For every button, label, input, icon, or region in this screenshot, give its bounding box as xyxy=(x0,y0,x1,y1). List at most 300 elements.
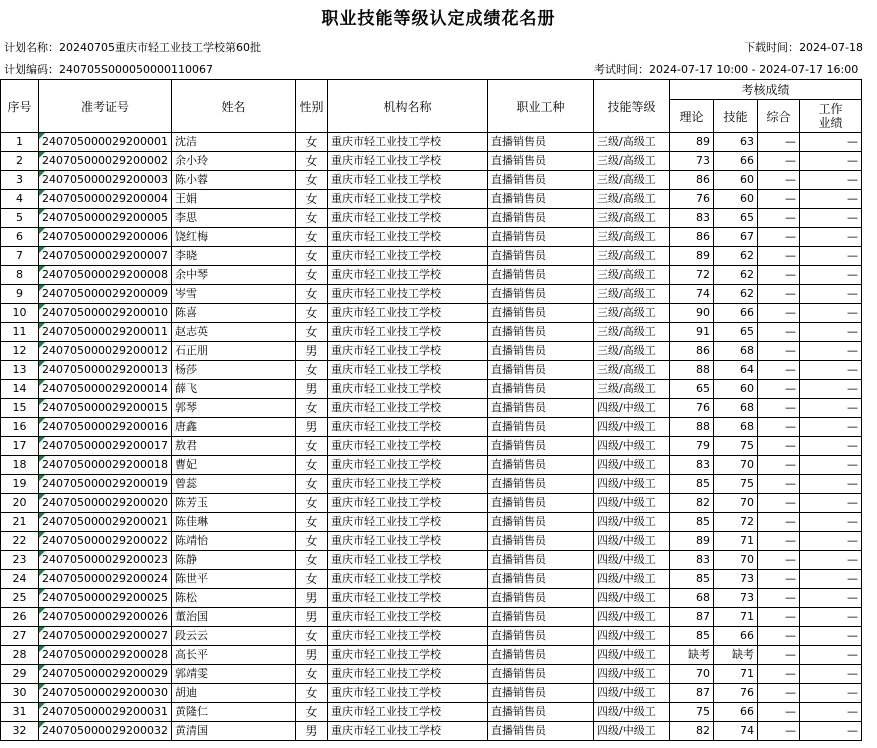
cell-name: 董治国 xyxy=(172,608,296,627)
cell-org: 重庆市轻工业技工学校 xyxy=(328,323,488,342)
header-name: 姓名 xyxy=(172,80,296,133)
cell-trade: 直播销售员 xyxy=(488,228,594,247)
cell-overall: — xyxy=(758,266,800,285)
header-org: 机构名称 xyxy=(328,80,488,133)
cell-theory: 82 xyxy=(670,722,714,741)
cell-sex: 女 xyxy=(296,171,328,190)
cell-overall: — xyxy=(758,228,800,247)
cell-level: 四级/中级工 xyxy=(594,570,670,589)
cell-work: — xyxy=(800,722,862,741)
download-time-label: 下载时间： xyxy=(744,41,800,54)
cell-overall: — xyxy=(758,361,800,380)
cell-theory: 75 xyxy=(670,703,714,722)
cell-skill: 74 xyxy=(714,722,758,741)
cell-theory: 83 xyxy=(670,456,714,475)
cell-trade: 直播销售员 xyxy=(488,266,594,285)
cell-skill: 73 xyxy=(714,589,758,608)
cell-ticket: 240705000029200001 xyxy=(39,133,172,152)
cell-sex: 女 xyxy=(296,475,328,494)
cell-seq: 22 xyxy=(1,532,39,551)
cell-theory: 72 xyxy=(670,266,714,285)
cell-theory: 89 xyxy=(670,532,714,551)
cell-trade: 直播销售员 xyxy=(488,532,594,551)
cell-org: 重庆市轻工业技工学校 xyxy=(328,133,488,152)
cell-sex: 女 xyxy=(296,133,328,152)
plan-code-label: 计划编码： xyxy=(4,63,59,76)
table-row xyxy=(1,152,862,171)
table-row xyxy=(1,190,862,209)
cell-skill: 60 xyxy=(714,380,758,399)
cell-seq: 10 xyxy=(1,304,39,323)
cell-theory: 85 xyxy=(670,570,714,589)
cell-name: 杨莎 xyxy=(172,361,296,380)
cell-seq: 20 xyxy=(1,494,39,513)
cell-seq: 29 xyxy=(1,665,39,684)
cell-skill: 65 xyxy=(714,323,758,342)
cell-trade: 直播销售员 xyxy=(488,342,594,361)
cell-seq: 32 xyxy=(1,722,39,741)
cell-overall: — xyxy=(758,209,800,228)
score-table xyxy=(0,79,862,741)
cell-name: 陈世平 xyxy=(172,570,296,589)
cell-name: 胡迪 xyxy=(172,684,296,703)
cell-ticket: 240705000029200008 xyxy=(39,266,172,285)
cell-trade: 直播销售员 xyxy=(488,380,594,399)
cell-level: 三级/高级工 xyxy=(594,133,670,152)
cell-skill: 68 xyxy=(714,399,758,418)
cell-seq: 11 xyxy=(1,323,39,342)
cell-ticket: 240705000029200026 xyxy=(39,608,172,627)
cell-theory: 73 xyxy=(670,152,714,171)
cell-theory: 76 xyxy=(670,399,714,418)
cell-skill: 70 xyxy=(714,551,758,570)
cell-level: 三级/高级工 xyxy=(594,285,670,304)
cell-level: 四级/中级工 xyxy=(594,684,670,703)
cell-ticket: 240705000029200017 xyxy=(39,437,172,456)
cell-name: 陈芳玉 xyxy=(172,494,296,513)
cell-sex: 女 xyxy=(296,152,328,171)
cell-theory: 86 xyxy=(670,171,714,190)
cell-ticket: 240705000029200025 xyxy=(39,589,172,608)
meta-row-plan-name xyxy=(0,37,877,58)
cell-trade: 直播销售员 xyxy=(488,418,594,437)
cell-level: 四级/中级工 xyxy=(594,665,670,684)
cell-work: — xyxy=(800,627,862,646)
cell-level: 三级/高级工 xyxy=(594,342,670,361)
cell-theory: 65 xyxy=(670,380,714,399)
cell-skill: 66 xyxy=(714,304,758,323)
cell-overall: — xyxy=(758,532,800,551)
cell-skill: 66 xyxy=(714,152,758,171)
cell-sex: 女 xyxy=(296,684,328,703)
cell-theory: 85 xyxy=(670,513,714,532)
cell-trade: 直播销售员 xyxy=(488,190,594,209)
cell-overall: — xyxy=(758,627,800,646)
cell-ticket: 240705000029200010 xyxy=(39,304,172,323)
cell-trade: 直播销售员 xyxy=(488,152,594,171)
cell-sex: 女 xyxy=(296,304,328,323)
cell-theory: 89 xyxy=(670,133,714,152)
cell-seq: 21 xyxy=(1,513,39,532)
cell-trade: 直播销售员 xyxy=(488,627,594,646)
cell-org: 重庆市轻工业技工学校 xyxy=(328,570,488,589)
cell-theory: 79 xyxy=(670,437,714,456)
cell-level: 三级/高级工 xyxy=(594,266,670,285)
exam-time-value: 2024-07-17 10:00 - 2024-07-17 16:00 xyxy=(649,63,859,76)
cell-org: 重庆市轻工业技工学校 xyxy=(328,171,488,190)
cell-level: 四级/中级工 xyxy=(594,437,670,456)
plan-name xyxy=(4,37,261,58)
table-row xyxy=(1,247,862,266)
cell-org: 重庆市轻工业技工学校 xyxy=(328,418,488,437)
cell-skill: 62 xyxy=(714,247,758,266)
cell-skill: 67 xyxy=(714,228,758,247)
cell-ticket: 240705000029200032 xyxy=(39,722,172,741)
cell-level: 三级/高级工 xyxy=(594,228,670,247)
table-row xyxy=(1,665,862,684)
cell-org: 重庆市轻工业技工学校 xyxy=(328,494,488,513)
table-row xyxy=(1,437,862,456)
cell-overall: — xyxy=(758,646,800,665)
cell-work: — xyxy=(800,437,862,456)
cell-trade: 直播销售员 xyxy=(488,285,594,304)
cell-name: 薛飞 xyxy=(172,380,296,399)
table-row xyxy=(1,722,862,741)
cell-ticket: 240705000029200029 xyxy=(39,665,172,684)
plan-name-value: 20240705重庆市轻工业技工学校第60批 xyxy=(59,41,261,54)
table-row xyxy=(1,342,862,361)
cell-name: 曾蕊 xyxy=(172,475,296,494)
cell-org: 重庆市轻工业技工学校 xyxy=(328,456,488,475)
cell-skill: 76 xyxy=(714,684,758,703)
cell-name: 高长平 xyxy=(172,646,296,665)
cell-overall: — xyxy=(758,399,800,418)
cell-org: 重庆市轻工业技工学校 xyxy=(328,380,488,399)
cell-trade: 直播销售员 xyxy=(488,323,594,342)
cell-ticket: 240705000029200002 xyxy=(39,152,172,171)
cell-work: — xyxy=(800,494,862,513)
cell-org: 重庆市轻工业技工学校 xyxy=(328,722,488,741)
cell-skill: 75 xyxy=(714,475,758,494)
cell-trade: 直播销售员 xyxy=(488,171,594,190)
cell-sex: 女 xyxy=(296,247,328,266)
table-row xyxy=(1,209,862,228)
cell-sex: 女 xyxy=(296,228,328,247)
cell-work: — xyxy=(800,703,862,722)
cell-sex: 女 xyxy=(296,266,328,285)
cell-theory: 83 xyxy=(670,551,714,570)
cell-trade: 直播销售员 xyxy=(488,684,594,703)
cell-work: — xyxy=(800,190,862,209)
cell-level: 三级/高级工 xyxy=(594,323,670,342)
header-work: 工作 业绩 xyxy=(800,100,862,133)
cell-level: 四级/中级工 xyxy=(594,494,670,513)
cell-ticket: 240705000029200007 xyxy=(39,247,172,266)
download-time-value: 2024-07-18 xyxy=(799,41,863,54)
cell-name: 石正朋 xyxy=(172,342,296,361)
cell-sex: 女 xyxy=(296,399,328,418)
cell-sex: 女 xyxy=(296,513,328,532)
cell-overall: — xyxy=(758,551,800,570)
cell-ticket: 240705000029200018 xyxy=(39,456,172,475)
cell-seq: 19 xyxy=(1,475,39,494)
cell-overall: — xyxy=(758,171,800,190)
cell-sex: 女 xyxy=(296,456,328,475)
cell-overall: — xyxy=(758,513,800,532)
cell-sex: 男 xyxy=(296,418,328,437)
cell-sex: 女 xyxy=(296,627,328,646)
cell-overall: — xyxy=(758,703,800,722)
cell-overall: — xyxy=(758,342,800,361)
cell-theory: 88 xyxy=(670,418,714,437)
header-scores: 考核成绩 xyxy=(670,80,862,100)
cell-name: 陈喜 xyxy=(172,304,296,323)
cell-overall: — xyxy=(758,589,800,608)
header-skill: 技能 xyxy=(714,100,758,133)
cell-skill: 60 xyxy=(714,171,758,190)
cell-seq: 18 xyxy=(1,456,39,475)
cell-seq: 17 xyxy=(1,437,39,456)
cell-skill: 68 xyxy=(714,342,758,361)
table-row xyxy=(1,627,862,646)
cell-level: 三级/高级工 xyxy=(594,209,670,228)
cell-seq: 31 xyxy=(1,703,39,722)
cell-ticket: 240705000029200031 xyxy=(39,703,172,722)
table-row xyxy=(1,304,862,323)
cell-name: 曹妃 xyxy=(172,456,296,475)
cell-work: — xyxy=(800,551,862,570)
table-row xyxy=(1,703,862,722)
cell-name: 黄隆仁 xyxy=(172,703,296,722)
cell-level: 四级/中级工 xyxy=(594,532,670,551)
cell-skill: 75 xyxy=(714,437,758,456)
table-row xyxy=(1,361,862,380)
cell-name: 李晓 xyxy=(172,247,296,266)
cell-work: — xyxy=(800,665,862,684)
cell-overall: — xyxy=(758,380,800,399)
exam-time-label: 考试时间： xyxy=(594,63,649,76)
download-time xyxy=(744,37,863,58)
cell-work: — xyxy=(800,209,862,228)
cell-skill: 65 xyxy=(714,209,758,228)
cell-level: 四级/中级工 xyxy=(594,551,670,570)
cell-skill: 缺考 xyxy=(714,646,758,665)
cell-org: 重庆市轻工业技工学校 xyxy=(328,247,488,266)
cell-sex: 男 xyxy=(296,589,328,608)
cell-sex: 女 xyxy=(296,703,328,722)
cell-org: 重庆市轻工业技工学校 xyxy=(328,304,488,323)
cell-name: 沈洁 xyxy=(172,133,296,152)
cell-sex: 女 xyxy=(296,665,328,684)
cell-level: 三级/高级工 xyxy=(594,380,670,399)
table-row xyxy=(1,456,862,475)
cell-seq: 24 xyxy=(1,570,39,589)
cell-ticket: 240705000029200024 xyxy=(39,570,172,589)
cell-overall: — xyxy=(758,437,800,456)
cell-sex: 男 xyxy=(296,646,328,665)
cell-org: 重庆市轻工业技工学校 xyxy=(328,152,488,171)
cell-seq: 16 xyxy=(1,418,39,437)
cell-org: 重庆市轻工业技工学校 xyxy=(328,646,488,665)
cell-skill: 68 xyxy=(714,418,758,437)
cell-work: — xyxy=(800,361,862,380)
header-trade: 职业工种 xyxy=(488,80,594,133)
cell-trade: 直播销售员 xyxy=(488,646,594,665)
cell-sex: 男 xyxy=(296,342,328,361)
cell-trade: 直播销售员 xyxy=(488,722,594,741)
cell-org: 重庆市轻工业技工学校 xyxy=(328,551,488,570)
cell-level: 四级/中级工 xyxy=(594,589,670,608)
cell-level: 四级/中级工 xyxy=(594,418,670,437)
table-row xyxy=(1,513,862,532)
table-row xyxy=(1,133,862,152)
cell-org: 重庆市轻工业技工学校 xyxy=(328,266,488,285)
cell-level: 四级/中级工 xyxy=(594,722,670,741)
cell-org: 重庆市轻工业技工学校 xyxy=(328,209,488,228)
cell-trade: 直播销售员 xyxy=(488,570,594,589)
cell-skill: 70 xyxy=(714,494,758,513)
cell-work: — xyxy=(800,418,862,437)
table-row xyxy=(1,532,862,551)
cell-work: — xyxy=(800,646,862,665)
cell-work: — xyxy=(800,475,862,494)
cell-seq: 23 xyxy=(1,551,39,570)
header-sex: 性别 xyxy=(296,80,328,133)
cell-trade: 直播销售员 xyxy=(488,133,594,152)
cell-theory: 87 xyxy=(670,684,714,703)
table-row xyxy=(1,475,862,494)
cell-trade: 直播销售员 xyxy=(488,494,594,513)
plan-code xyxy=(4,59,213,80)
cell-ticket: 240705000029200016 xyxy=(39,418,172,437)
cell-ticket: 240705000029200014 xyxy=(39,380,172,399)
cell-work: — xyxy=(800,456,862,475)
cell-name: 郭靖雯 xyxy=(172,665,296,684)
cell-seq: 5 xyxy=(1,209,39,228)
cell-sex: 女 xyxy=(296,285,328,304)
cell-skill: 70 xyxy=(714,456,758,475)
cell-level: 三级/高级工 xyxy=(594,247,670,266)
cell-theory: 83 xyxy=(670,209,714,228)
cell-ticket: 240705000029200003 xyxy=(39,171,172,190)
cell-theory: 68 xyxy=(670,589,714,608)
cell-seq: 15 xyxy=(1,399,39,418)
cell-skill: 72 xyxy=(714,513,758,532)
cell-seq: 8 xyxy=(1,266,39,285)
cell-theory: 74 xyxy=(670,285,714,304)
cell-seq: 28 xyxy=(1,646,39,665)
cell-name: 陈靖怡 xyxy=(172,532,296,551)
cell-sex: 女 xyxy=(296,570,328,589)
cell-org: 重庆市轻工业技工学校 xyxy=(328,399,488,418)
table-row xyxy=(1,570,862,589)
cell-name: 赵志英 xyxy=(172,323,296,342)
cell-skill: 71 xyxy=(714,608,758,627)
cell-org: 重庆市轻工业技工学校 xyxy=(328,285,488,304)
cell-ticket: 240705000029200028 xyxy=(39,646,172,665)
cell-org: 重庆市轻工业技工学校 xyxy=(328,684,488,703)
cell-ticket: 240705000029200004 xyxy=(39,190,172,209)
cell-trade: 直播销售员 xyxy=(488,589,594,608)
cell-trade: 直播销售员 xyxy=(488,437,594,456)
cell-overall: — xyxy=(758,285,800,304)
cell-sex: 女 xyxy=(296,437,328,456)
cell-theory: 86 xyxy=(670,228,714,247)
cell-work: — xyxy=(800,266,862,285)
table-row xyxy=(1,608,862,627)
cell-level: 三级/高级工 xyxy=(594,152,670,171)
cell-ticket: 240705000029200006 xyxy=(39,228,172,247)
cell-overall: — xyxy=(758,684,800,703)
cell-overall: — xyxy=(758,418,800,437)
cell-ticket: 240705000029200011 xyxy=(39,323,172,342)
cell-overall: — xyxy=(758,475,800,494)
cell-name: 王娟 xyxy=(172,190,296,209)
cell-name: 敖君 xyxy=(172,437,296,456)
cell-seq: 13 xyxy=(1,361,39,380)
table-row xyxy=(1,228,862,247)
cell-theory: 90 xyxy=(670,304,714,323)
cell-ticket: 240705000029200021 xyxy=(39,513,172,532)
cell-work: — xyxy=(800,304,862,323)
cell-theory: 缺考 xyxy=(670,646,714,665)
cell-skill: 64 xyxy=(714,361,758,380)
cell-level: 四级/中级工 xyxy=(594,627,670,646)
cell-work: — xyxy=(800,589,862,608)
cell-work: — xyxy=(800,285,862,304)
cell-work: — xyxy=(800,323,862,342)
cell-theory: 91 xyxy=(670,323,714,342)
cell-overall: — xyxy=(758,190,800,209)
cell-overall: — xyxy=(758,608,800,627)
cell-skill: 66 xyxy=(714,703,758,722)
exam-time xyxy=(594,59,858,80)
cell-name: 唐鑫 xyxy=(172,418,296,437)
cell-theory: 82 xyxy=(670,494,714,513)
cell-trade: 直播销售员 xyxy=(488,551,594,570)
cell-ticket: 240705000029200023 xyxy=(39,551,172,570)
cell-work: — xyxy=(800,513,862,532)
table-row xyxy=(1,684,862,703)
cell-level: 四级/中级工 xyxy=(594,513,670,532)
cell-trade: 直播销售员 xyxy=(488,456,594,475)
cell-seq: 6 xyxy=(1,228,39,247)
table-row xyxy=(1,285,862,304)
cell-overall: — xyxy=(758,323,800,342)
cell-overall: — xyxy=(758,304,800,323)
cell-ticket: 240705000029200009 xyxy=(39,285,172,304)
cell-theory: 86 xyxy=(670,342,714,361)
cell-name: 饶红梅 xyxy=(172,228,296,247)
cell-seq: 2 xyxy=(1,152,39,171)
cell-theory: 85 xyxy=(670,475,714,494)
cell-overall: — xyxy=(758,570,800,589)
cell-trade: 直播销售员 xyxy=(488,703,594,722)
cell-work: — xyxy=(800,171,862,190)
cell-seq: 9 xyxy=(1,285,39,304)
cell-work: — xyxy=(800,399,862,418)
cell-skill: 63 xyxy=(714,133,758,152)
cell-org: 重庆市轻工业技工学校 xyxy=(328,627,488,646)
table-row xyxy=(1,399,862,418)
cell-trade: 直播销售员 xyxy=(488,513,594,532)
cell-theory: 85 xyxy=(670,627,714,646)
cell-overall: — xyxy=(758,152,800,171)
cell-org: 重庆市轻工业技工学校 xyxy=(328,532,488,551)
cell-ticket: 240705000029200022 xyxy=(39,532,172,551)
cell-ticket: 240705000029200030 xyxy=(39,684,172,703)
cell-overall: — xyxy=(758,247,800,266)
